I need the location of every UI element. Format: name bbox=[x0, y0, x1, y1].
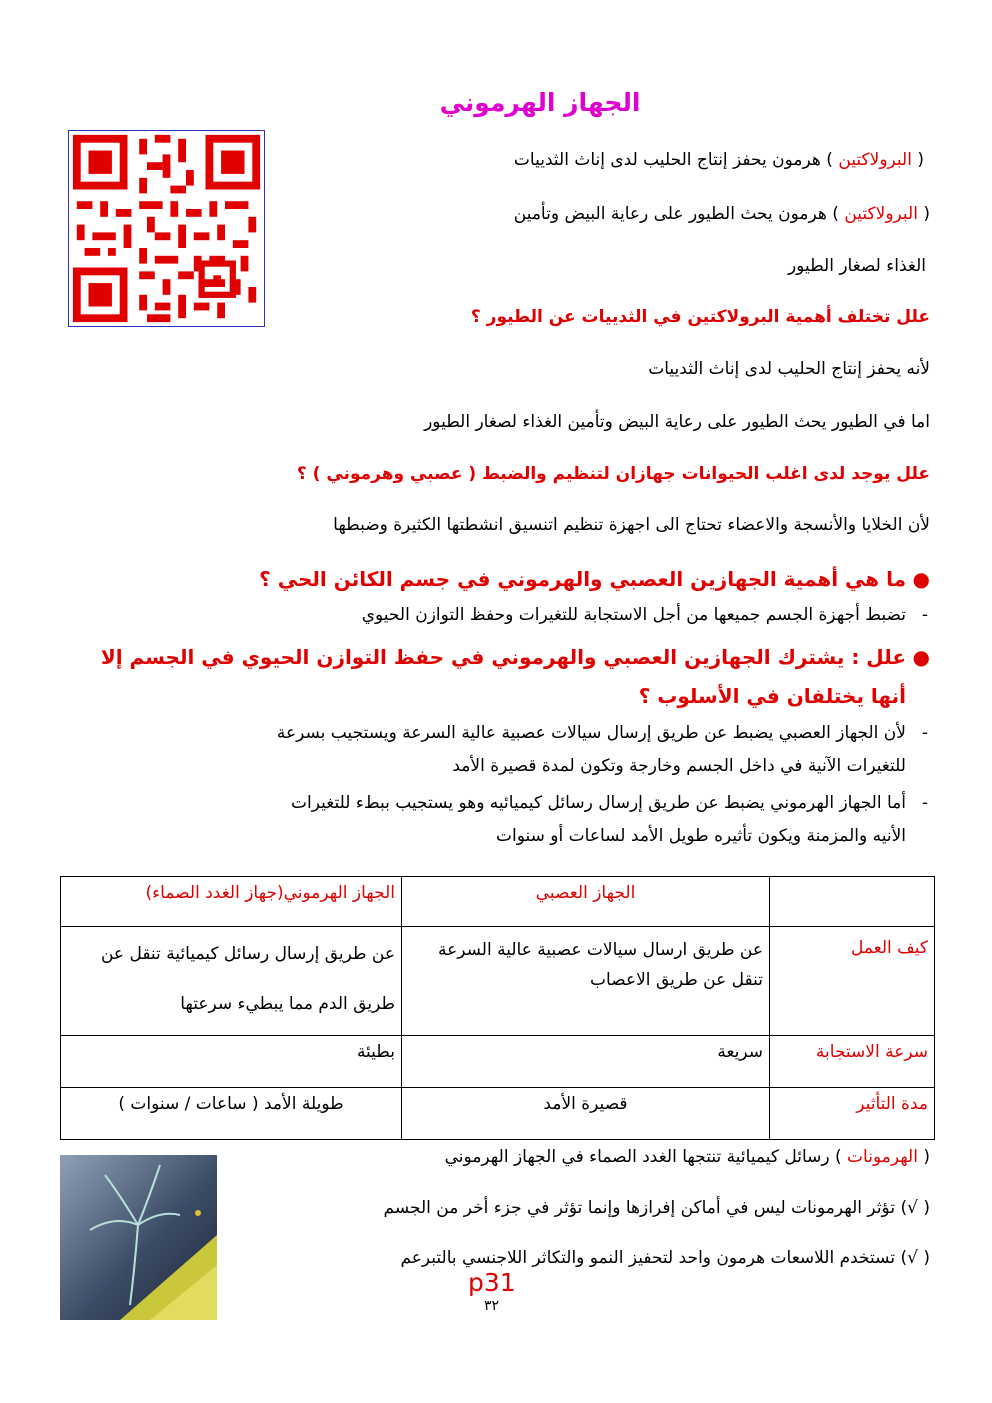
answer-4b-cont: الأنيه والمزمنة ويكون تأثيره طويل الأمد لساعات أو سنوات bbox=[496, 826, 906, 846]
cell-neural-how: عن طريق ارسال سيالات عصبية عالية السرعة تنقل عن طريق الاعصاب bbox=[402, 927, 770, 1036]
comparison-table bbox=[60, 876, 935, 1140]
header-empty bbox=[770, 877, 935, 927]
page-label: p31 bbox=[468, 1268, 516, 1297]
table-header-row bbox=[61, 877, 935, 927]
hormones-definition: ( الهرمونات ) رسائل كيميائية تنتجها الغدد الصماء في الجهاز الهرموني bbox=[444, 1147, 930, 1167]
answer-4b: - أما الجهاز الهرموني يضبط عن طريق إرسال رسائل كيميائيه وهو يستجيب ببطء للتغيرات bbox=[291, 793, 928, 813]
page-number: ٣٢ bbox=[484, 1298, 500, 1314]
answer-1b: اما في الطيور يحث الطيور على رعاية البيض وتأمين الغذاء لصغار الطيور bbox=[424, 412, 930, 432]
answer-3-text: تضبط أجهزة الجسم جميعها من أجل الاستجابة للتغيرات وحفظ التوازن الحيوي bbox=[361, 605, 906, 625]
table-row bbox=[61, 1036, 935, 1088]
cell-hormonal-speed: بطيئة bbox=[61, 1036, 402, 1088]
prolactin-birds-line-2: الغذاء لصغار الطيور bbox=[787, 256, 926, 276]
true-statement-2: ( √) تستخدم اللاسعات هرمون واحد لتحفيز النمو والتكاثر اللاجنسي بالتبرعم bbox=[400, 1248, 930, 1268]
question-4: علل : يشترك الجهازين العصبي والهرموني في حفظ التوازن الحيوي في الجسم إلا ● bbox=[100, 645, 930, 669]
hormones-definition-text: رسائل كيميائية تنتجها الغدد الصماء في الجهاز الهرموني bbox=[444, 1147, 830, 1167]
cell-hormonal-how: عن طريق إرسال رسائل كيميائية تنقل عن طريق الدم مما يبطيء سرعتها bbox=[61, 927, 402, 1036]
table-row bbox=[61, 927, 935, 1036]
question-2: علل يوجد لدى اغلب الحيوانات جهازان لتنظيم والضبط ( عصبي وهرموني ) ؟ bbox=[296, 464, 930, 484]
qr-code-icon bbox=[68, 130, 265, 327]
question-3-text: ما هي أهمية الجهازين العصبي والهرموني في جسم الكائن الحي ؟ bbox=[259, 567, 906, 591]
cell-hormonal-duration: طويلة الأمد ( ساعات / سنوات ) bbox=[61, 1088, 402, 1140]
cell-neural-speed: سريعة bbox=[402, 1036, 770, 1088]
row-label-duration: مدة التأثير bbox=[770, 1088, 935, 1140]
answer-4a-text: لأن الجهاز العصبي يضبط عن طريق إرسال سيالات عصبية عالية السرعة ويستجيب بسرعة bbox=[276, 723, 906, 743]
answer-4a: - لأن الجهاز العصبي يضبط عن طريق إرسال سيالات عصبية عالية السرعة ويستجيب بسرعة bbox=[276, 723, 928, 743]
question-4-cont: أنها يختلفان في الأسلوب ؟ bbox=[638, 684, 906, 708]
term-prolactin-1: البرولاكتين bbox=[838, 150, 912, 170]
true-statement-2-text: تستخدم اللاسعات هرمون واحد لتحفيز النمو والتكاثر اللاجنسي بالتبرعم bbox=[400, 1248, 896, 1268]
prolactin-mammals-line: ( البرولاكتين ) هرمون يحفز إنتاج الحليب لدى إناث الثدييات bbox=[513, 150, 924, 170]
answer-4a-cont: للتغيرات الآنية في داخل الجسم وخارجة وتكون لمدة قصيرة الأمد bbox=[452, 756, 906, 776]
row-label-how: كيف العمل bbox=[770, 927, 935, 1036]
cell-neural-duration: قصيرة الأمد bbox=[402, 1088, 770, 1140]
definition-2: هرمون يحث الطيور على رعاية البيض وتأمين bbox=[513, 204, 827, 224]
definition-1: هرمون يحفز إنتاج الحليب لدى إناث الثدييات bbox=[513, 150, 821, 170]
header-neural: الجهاز العصبي bbox=[402, 877, 770, 927]
page-title: الجهاز الهرموني bbox=[439, 88, 641, 117]
question-3: ما هي أهمية الجهازين العصبي والهرموني في جسم الكائن الحي ؟ ● bbox=[259, 567, 930, 591]
answer-4b-text: أما الجهاز الهرموني يضبط عن طريق إرسال رسائل كيميائيه وهو يستجيب ببطء للتغيرات bbox=[291, 793, 906, 813]
prolactin-birds-line: ( البرولاكتين ) هرمون يحث الطيور على رعاية البيض وتأمين bbox=[513, 204, 930, 224]
term-prolactin-2: البرولاكتين bbox=[844, 204, 918, 224]
table-row bbox=[61, 1088, 935, 1140]
header-hormonal: الجهاز الهرموني(جهاز الغدد الصماء) bbox=[61, 877, 402, 927]
question-4-text: علل : يشترك الجهازين العصبي والهرموني في حفظ التوازن الحيوي في الجسم إلا bbox=[100, 645, 906, 669]
hydra-photo bbox=[60, 1155, 217, 1320]
answer-1a: لأنه يحفز إنتاج الحليب لدى إناث الثدييات bbox=[648, 359, 930, 379]
question-1: علل تختلف أهمية البرولاكتين في الثدييات عن الطيور ؟ bbox=[470, 307, 930, 327]
check-mark-2: √ bbox=[907, 1248, 918, 1268]
answer-2: لأن الخلايا والأنسجة والاعضاء تحتاج الى اجهزة تنظيم اتنسيق انشطتها الكثيرة وضبطها bbox=[333, 515, 930, 535]
row-label-speed: سرعة الاستجابة bbox=[770, 1036, 935, 1088]
term-hormones: الهرمونات bbox=[847, 1147, 918, 1167]
answer-3: - تضبط أجهزة الجسم جميعها من أجل الاستجابة للتغيرات وحفظ التوازن الحيوي bbox=[361, 605, 928, 625]
true-statement-1: ( √) تؤثر الهرمونات ليس في أماكن إفرازها وإنما تؤثر في جزء أخر من الجسم bbox=[383, 1198, 930, 1218]
true-statement-1-text: تؤثر الهرمونات ليس في أماكن إفرازها وإنما تؤثر في جزء أخر من الجسم bbox=[383, 1198, 896, 1218]
check-mark-1: √ bbox=[907, 1198, 918, 1218]
